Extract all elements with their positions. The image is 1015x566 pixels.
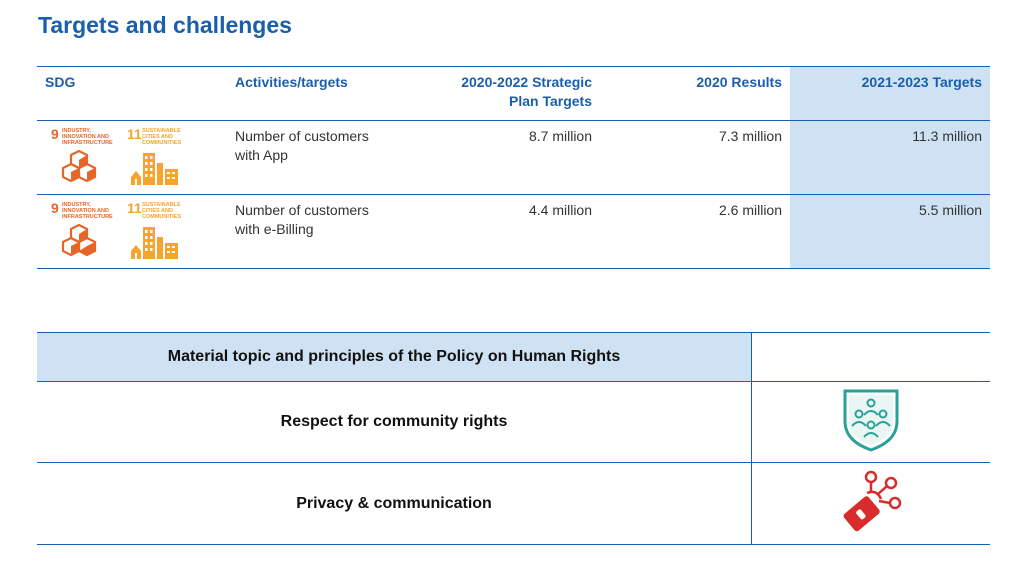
plan-cell: 8.7 million — [528, 128, 592, 144]
sdg11-icon — [127, 127, 189, 189]
cubes-icon — [59, 224, 99, 258]
sdg-cell — [37, 121, 235, 195]
activity-cell — [235, 195, 425, 269]
human-rights-header: Material topic and principles of the Policy on Human Rights — [37, 333, 752, 382]
targets-table — [37, 66, 990, 269]
row-label: Privacy & communication — [37, 463, 752, 545]
sdg9-number: 9 — [51, 126, 59, 142]
activity-line2: with App — [235, 147, 288, 163]
activity-line1: Number of customers — [235, 128, 369, 144]
header-activities: Activities/targets — [235, 74, 348, 90]
city-buildings-icon — [131, 149, 179, 185]
sdg-cell — [37, 195, 235, 269]
sdg11-number: 11 — [127, 200, 142, 216]
human-rights-header-icon-cell — [752, 333, 991, 382]
page-title: Targets and challenges — [38, 12, 292, 38]
header-results: 2020 Results — [696, 74, 782, 90]
human-rights-table — [37, 332, 990, 545]
header-sdg: SDG — [45, 74, 76, 90]
sdg9-text: INDUSTRY, INNOVATION AND INFRASTRUCTURE — [62, 202, 113, 220]
targets-cell: 5.5 million — [790, 195, 990, 269]
human-rights-header-row — [37, 333, 990, 382]
header-plan — [425, 67, 600, 121]
privacy-lock-icon — [837, 469, 905, 533]
header-targets: 2021-2023 Targets — [790, 67, 990, 121]
header-plan-line1: 2020-2022 Strategic — [461, 74, 592, 90]
activity-line2: with e-Billing — [235, 221, 314, 237]
sdg11-text: SUSTAINABLE CITIES AND COMMUNITIES — [142, 202, 182, 220]
sdg11-icon — [127, 201, 189, 263]
sdg11-text: SUSTAINABLE CITIES AND COMMUNITIES — [142, 128, 182, 146]
header-plan-line2: Plan Targets — [509, 93, 592, 109]
sdg9-icon — [51, 201, 113, 263]
table-row — [37, 121, 990, 195]
cubes-icon — [59, 150, 99, 184]
results-cell: 7.3 million — [718, 128, 782, 144]
activity-cell — [235, 121, 425, 195]
sdg9-text: INDUSTRY, INNOVATION AND INFRASTRUCTURE — [62, 128, 113, 146]
row-icon-cell — [752, 382, 991, 463]
table-row — [37, 463, 990, 545]
activity-line1: Number of customers — [235, 202, 369, 218]
sdg9-icon — [51, 127, 113, 189]
city-buildings-icon — [131, 223, 179, 259]
community-shield-icon — [841, 387, 901, 453]
table-row — [37, 382, 990, 463]
sdg11-number: 11 — [127, 126, 142, 142]
table-row — [37, 195, 990, 269]
plan-cell: 4.4 million — [528, 202, 592, 218]
targets-table-header — [37, 67, 990, 121]
targets-cell: 11.3 million — [790, 121, 990, 195]
results-cell: 2.6 million — [718, 202, 782, 218]
sdg9-number: 9 — [51, 200, 59, 216]
row-label: Respect for community rights — [37, 382, 752, 463]
row-icon-cell — [752, 463, 991, 545]
